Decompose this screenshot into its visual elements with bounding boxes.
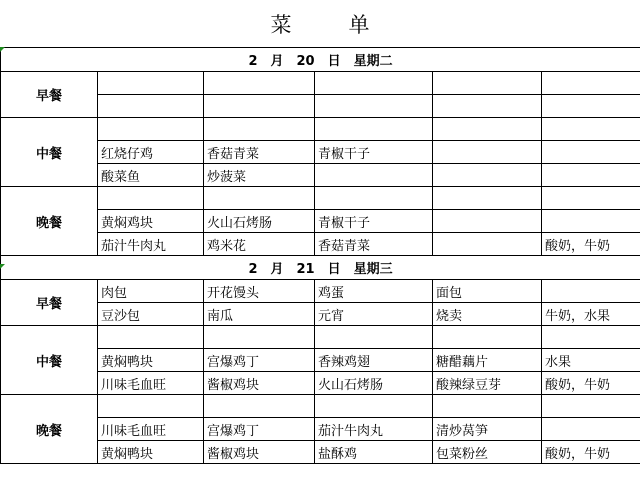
dish-cell[interactable]: 南瓜: [204, 303, 315, 326]
empty-cell[interactable]: [204, 118, 315, 141]
meal-label: 早餐: [1, 72, 98, 118]
dish-cell[interactable]: 红烧仔鸡: [98, 141, 204, 164]
dish-cell[interactable]: 酸辣绿豆芽: [433, 372, 542, 395]
meal-label: 早餐: [1, 280, 98, 326]
date-header: 2 月 20 日 星期二: [1, 48, 640, 72]
dish-cell[interactable]: 鸡蛋: [315, 280, 433, 303]
dish-cell[interactable]: 黄焖鸭块: [98, 441, 204, 464]
menu-table: [0, 47, 640, 464]
meal-label: 晚餐: [1, 187, 98, 256]
empty-cell[interactable]: [433, 395, 542, 418]
dish-cell[interactable]: 宫爆鸡丁: [204, 418, 315, 441]
cell-marker: [0, 264, 5, 269]
dish-cell[interactable]: 宫爆鸡丁: [204, 349, 315, 372]
dish-cell[interactable]: 面包: [433, 280, 542, 303]
empty-cell[interactable]: [433, 118, 542, 141]
empty-cell[interactable]: [542, 72, 640, 95]
empty-cell[interactable]: [433, 187, 542, 210]
empty-cell[interactable]: [542, 210, 640, 233]
empty-cell[interactable]: [98, 326, 204, 349]
empty-cell[interactable]: [315, 164, 433, 187]
empty-cell[interactable]: [542, 95, 640, 118]
dish-cell[interactable]: 鸡米花: [204, 233, 315, 256]
empty-cell[interactable]: [98, 118, 204, 141]
dish-cell[interactable]: 火山石烤肠: [315, 372, 433, 395]
dish-cell[interactable]: 开花馒头: [204, 280, 315, 303]
dish-cell[interactable]: 青椒干子: [315, 210, 433, 233]
dish-cell[interactable]: 黄焖鸡块: [98, 210, 204, 233]
empty-cell[interactable]: [204, 187, 315, 210]
dish-cell[interactable]: 酱椒鸡块: [204, 372, 315, 395]
empty-cell[interactable]: [433, 326, 542, 349]
empty-cell[interactable]: [315, 118, 433, 141]
dish-cell[interactable]: 炒菠菜: [204, 164, 315, 187]
dish-cell[interactable]: 酱椒鸡块: [204, 441, 315, 464]
empty-cell[interactable]: [542, 395, 640, 418]
dish-cell[interactable]: 青椒干子: [315, 141, 433, 164]
dish-cell[interactable]: 糖醋藕片: [433, 349, 542, 372]
dish-cell[interactable]: 香菇青菜: [204, 141, 315, 164]
empty-cell[interactable]: [542, 280, 640, 303]
date-header: 2 月 21 日 星期三: [1, 256, 640, 280]
dish-cell[interactable]: 川味毛血旺: [98, 418, 204, 441]
empty-cell[interactable]: [433, 210, 542, 233]
dish-cell[interactable]: 茄汁牛肉丸: [315, 418, 433, 441]
dish-cell[interactable]: 酸奶，牛奶: [542, 233, 640, 256]
empty-cell[interactable]: [433, 141, 542, 164]
empty-cell[interactable]: [542, 118, 640, 141]
empty-cell[interactable]: [315, 187, 433, 210]
dish-cell[interactable]: 火山石烤肠: [204, 210, 315, 233]
empty-cell[interactable]: [98, 395, 204, 418]
cell-marker: [0, 47, 5, 52]
dish-cell[interactable]: 黄焖鸭块: [98, 349, 204, 372]
empty-cell[interactable]: [542, 164, 640, 187]
meal-label: 中餐: [1, 118, 98, 187]
dish-cell[interactable]: 包菜粉丝: [433, 441, 542, 464]
empty-cell[interactable]: [204, 72, 315, 95]
dish-cell[interactable]: 清炒莴笋: [433, 418, 542, 441]
dish-cell[interactable]: 元宵: [315, 303, 433, 326]
meal-label: 中餐: [1, 326, 98, 395]
dish-cell[interactable]: 香菇青菜: [315, 233, 433, 256]
dish-cell[interactable]: 香辣鸡翅: [315, 349, 433, 372]
dish-cell[interactable]: 肉包: [98, 280, 204, 303]
page-title: 菜 单: [270, 12, 388, 37]
empty-cell[interactable]: [204, 95, 315, 118]
empty-cell[interactable]: [98, 95, 204, 118]
empty-cell[interactable]: [98, 187, 204, 210]
empty-cell[interactable]: [542, 187, 640, 210]
empty-cell[interactable]: [315, 326, 433, 349]
empty-cell[interactable]: [542, 418, 640, 441]
dish-cell[interactable]: 豆沙包: [98, 303, 204, 326]
dish-cell[interactable]: 酸菜鱼: [98, 164, 204, 187]
dish-cell[interactable]: 牛奶，水果: [542, 303, 640, 326]
dish-cell[interactable]: 酸奶，牛奶: [542, 372, 640, 395]
empty-cell[interactable]: [433, 72, 542, 95]
empty-cell[interactable]: [315, 95, 433, 118]
empty-cell[interactable]: [542, 326, 640, 349]
dish-cell[interactable]: 烧卖: [433, 303, 542, 326]
dish-cell[interactable]: 茄汁牛肉丸: [98, 233, 204, 256]
empty-cell[interactable]: [98, 72, 204, 95]
empty-cell[interactable]: [315, 395, 433, 418]
empty-cell[interactable]: [433, 164, 542, 187]
empty-cell[interactable]: [433, 95, 542, 118]
empty-cell[interactable]: [433, 233, 542, 256]
dish-cell[interactable]: 酸奶，牛奶: [542, 441, 640, 464]
dish-cell[interactable]: 盐酥鸡: [315, 441, 433, 464]
empty-cell[interactable]: [315, 72, 433, 95]
meal-label: 晚餐: [1, 395, 98, 464]
dish-cell[interactable]: 川味毛血旺: [98, 372, 204, 395]
empty-cell[interactable]: [542, 141, 640, 164]
empty-cell[interactable]: [204, 326, 315, 349]
empty-cell[interactable]: [204, 395, 315, 418]
dish-cell[interactable]: 水果: [542, 349, 640, 372]
